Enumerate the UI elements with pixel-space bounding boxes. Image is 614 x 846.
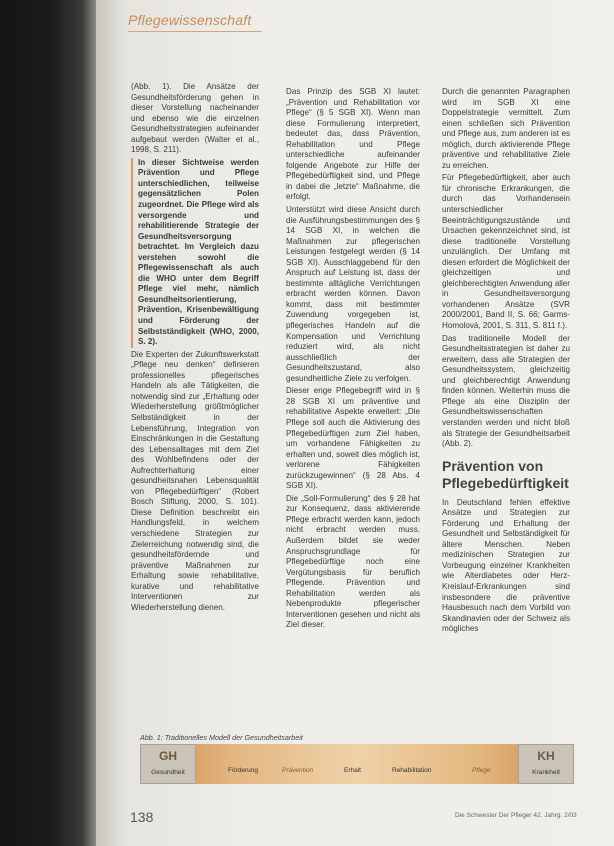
section-heading: Prävention von Pflegebedürftigkeit [442,457,569,491]
paragraph: Für Pflegebedürftigkeit, aber auch für chronische Erkrankungen, die durch das Vorhandensein unterschiedlicher Beeinträchtigungszustände und Ursachen gekennzeichnet sind, ist diese traditionelle Vorstellung unzulänglich. Der Umfang mit diesen erfordert die Möglichkeit der gleichzeitigen und gleichberechtigten Anwendung aller in Gesundheitsversorgung vorhandenen Ansätze (SVR 2000/2001, Band II, S. 66; Garms-Homolová, 2001, S. 311, S. 811 f.). [442,173,570,331]
illness-box [518,744,574,784]
continuum-band [140,744,574,784]
paragraph: Das Prinzip des SGB XI lautet: „Prävention und Rehabilitation vor Pflege“ (§ 5 SGB XI). Wenn man diese Formulierung interpretiert, bedeutet das, dass Prävention, Rehabilitation und Pflege unterschiedliche aufeinander folgende Angebote zur Hilfe der Pflegebedürftigkeit sind, und Pflege in dabei die „letzte“ Maßnahme, die erfolgt. [286,87,420,202]
stage-label: Erhalt [344,767,361,774]
health-label: Gesundheit [151,769,185,776]
text-column-3 [442,87,570,637]
paragraph: (Abb. 1). Die Ansätze der Gesundheitsförderung gehen in dieser Vorstellung nacheinander und ebenso wie die einzelnen Gesundheitsstrategien aufeinander aufgebaut werden (Walter et al., 1998, S. 211). [131,82,259,155]
paragraph: Dieser enge Pflegebegriff wird in § 28 SGB XI um präventive und rehabilitative Aspekte erweitert: „Die Pflege soll auch die Aktivierung des Pflegebedürftigen zum Ziel haben, um vorhandene Fähigkeiten zu erhalten und, soweit dies möglich ist, verlorene Fähigkeiten zurückzugewinnen“ (§ 28 Abs. 4 SGB XI). [286,386,420,491]
text-column-2 [286,87,420,633]
figure-caption: Abb. 1: Traditionelles Modell der Gesundheitsarbeit [140,733,303,742]
paragraph: Das traditionelle Modell der Gesundheitsstrategien ist daher zu erweitern, dass alle Strategien der Gesundheitssystem, gleichzeitig und gleichberechtigt Anwendung finden können. Weiterhin muss die Pflege als eine Disziplin der Gesundheitswissenschaften verstanden werden und nicht bloß als Strategie der Gesundheitsarbeit (Abb. 2). [442,333,570,449]
running-head: Pflegewissenschaft [128,12,252,28]
footer-source: Die Schwester Der Pfleger 42. Jahrg. 2/03 [455,812,577,819]
health-box [140,744,196,784]
paragraph: In Deutschland fehlen effektive Ansätze und Strategien zur Förderung und Erhaltung der Gesundheit und Selbständigkeit für ältere Menschen. Neben medizinischen Strategien zur Vorbeugung einzelner Krankheiten wie Alterdiabetes oder Herz-Kreislauf-Erkrankungen sind insbesondere die präventive Hausbesuch nach dem Vorbild von Skandinavien oder der Schweiz als mögliches [442,497,570,634]
paragraph: Die Experten der Zukunftswerkstatt „Pflege neu denken“ definieren professionelles pflegerisches Handeln als alle Tätigkeiten, die notwendig sind zur „Erhaltung oder Wiederherstellung größtmöglicher Selbständigkeit in der Lebensführung, Integration von Einschränkungen in die Gestaltung des Lebensalltages mit dem Ziel des Wohlbefindens oder der Aufrechterhaltung einer gesundheitsnahen Lebensqualität von Pflegebedürftigen“ (Robert Bosch Stiftung, 2000, S. 101). Diese Definition beschreibt ein Handlungsfeld, in welchem verschiedene Strategien zur Zielerreichung notwendig sind, die gesundheitsfördernde und präventive Maßnahmen zur Erhaltung sowie rehabilitative, kurative und rehabilitative Interventionen zur Wiederherstellung dienen. [131,349,259,612]
page-number: 138 [130,809,154,825]
stage-label: Förderung [228,767,258,774]
stage-label: Prävention [282,767,314,774]
illness-abbr: KH [537,749,555,763]
book-binding-shadow [0,0,96,846]
stage-label: Pflege [472,767,491,774]
paragraph: Die „Soll-Formulierung“ des § 28 hat zur Konsequenz, dass aktivierende Pflege erbracht werden kann, jedoch nicht erbracht werden muss. Außerdem bildet sie weder Anspruchsgrundlage für Pflegebedürftige noch eine Vergütungsbasis für beruflich Pflegende. Prävention und Rehabilitation werden als Nebenprodukte pflegerischer Interventionen gesehen und nicht als Ziel dieser. [286,493,420,630]
paragraph: Unterstützt wird diese Ansicht durch die Ausführungsbestimmungen des § 14 SGB XI, in welchen die Maßnahmen zur pflegerischen Leistungen festgelegt werden (§ 14 SGB XI). Ausschlaggebend für den Anspruch auf Leistung ist, dass der bestimmte alltägliche Verrichtungen erbracht werden können. Davon kommt, dass mit bestimmter Zuwendung vorgegeben ist, pflegerisches Handeln auf die Kompensation und Verrichtung reduziert wird, als nicht ausschließlich der Gesundheitszustand, also gesundheitliche Ziele zu verfolgen. [286,205,420,383]
health-model-diagram [140,744,574,784]
stage-label: Rehabilitation [392,767,432,774]
running-head-rule [128,31,262,32]
text-column-1 [131,82,259,615]
health-abbr: GH [159,749,177,763]
paragraph: Durch die genannten Paragraphen wird im SGB XI eine Doppelstrategie vermittelt. Zum einen schließen sich Prävention und Pflege aus, zum anderen ist es möglich, durch aktivierende Pflege präventive und rehabilitative Ziele zu erreichen. [442,87,570,170]
illness-label: Krankheit [532,769,560,776]
highlighted-callout: In dieser Sichtweise werden Prävention und Pflege unterschiedlichen, teilweise gegensätzlichen Polen zugeordnet. Die Pflege wird als versorgende und rehabilitierende Strategie der Gesundheitsversorgung betrachtet. Im Vergleich dazu verstehen sowohl die Pflegewissenschaft als auch die WHO unter dem Begriff Pflege viel mehr, nämlich Gesundheitsorientierung, Prävention, Krisenbewältigung und Förderung der Selbstständigkeit (WHO, 2000, S. 2). [131,158,259,348]
